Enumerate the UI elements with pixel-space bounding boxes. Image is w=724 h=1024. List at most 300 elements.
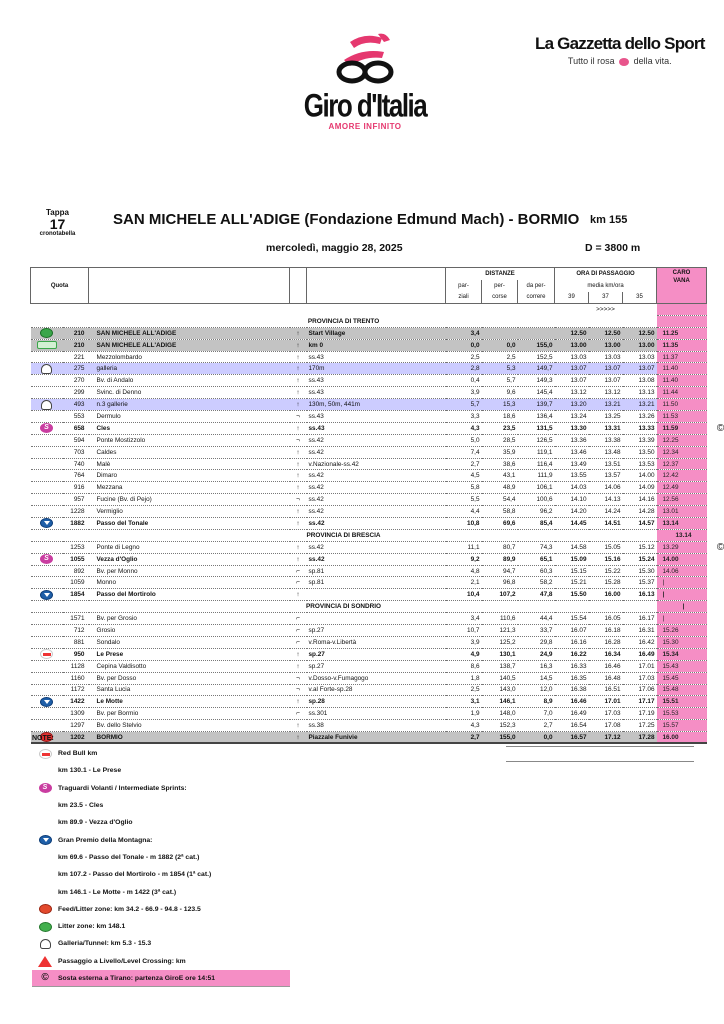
copyright-stop-marker [707,708,724,720]
location-name: Sondalo [89,636,290,648]
stage-label: Tappa [46,208,69,217]
road-name: v.Nazionale-ss.42 [307,458,446,470]
direction-arrow: ↑ [290,399,307,411]
time-35kmh: 17.17 [623,696,657,708]
copyright-stop-marker [707,387,724,399]
time-35kmh: 13.39 [623,434,657,446]
altitude: 1059 [63,577,89,589]
time-35kmh: 17.03 [623,672,657,684]
distance-covered [482,327,518,339]
distance-partial: 4,4 [446,506,482,518]
distance-partial: 4,3 [446,720,482,732]
road-name: ss.38 [307,720,446,732]
carovana-time: 12.37 [657,458,707,470]
carovana-time: 16.00 [657,732,707,744]
altitude: 950 [63,648,89,660]
time-37kmh: 15.05 [589,541,623,553]
note-icon-wrap [32,922,58,932]
copyright-stop-marker: © [707,541,724,553]
header-carovana-2: VANA [673,278,690,284]
time-37kmh: 14.51 [589,518,623,530]
stage-date: mercoledì, maggio 28, 2025 [266,242,403,254]
time-39kmh: 16.33 [555,660,589,672]
time-39kmh: 13.07 [555,375,589,387]
table-row [31,613,724,625]
carovana-time: 12.34 [657,446,707,458]
distance-remaining: 65,1 [518,553,555,565]
altitude: 1172 [63,684,89,696]
distance-remaining: 33,7 [518,625,555,637]
header-quota: Quota [31,268,89,304]
time-35kmh: 14.16 [623,494,657,506]
time-37kmh: 15.28 [589,577,623,589]
road-name [307,613,446,625]
tunnel-icon [40,939,51,949]
table-row [31,672,724,684]
distance-partial: 1,9 [446,708,482,720]
altitude: 210 [63,339,89,351]
table-row [31,399,724,411]
direction-arrow: ¬ [290,672,307,684]
time-39kmh: 15.15 [555,565,589,577]
copyright-stop-marker [707,660,724,672]
road-name: 170m [307,363,446,375]
note-text: Gran Premio della Montagna: [58,836,153,844]
distance-partial: 2,7 [446,458,482,470]
copyright-stop-marker [707,399,724,411]
copyright-stop-marker [707,506,724,518]
road-name: ss.42 [307,482,446,494]
giro-logo-name: Giro d'Italia [303,86,427,124]
note-icon-wrap [32,904,58,914]
note-item [32,814,290,831]
header-distanze: DISTANZE [446,268,555,280]
location-name: Le Motte [89,696,290,708]
time-39kmh: 15.50 [555,589,589,601]
carovana-time: 13.01 [657,506,707,518]
time-37kmh: 17.12 [589,732,623,744]
road-name [307,589,446,601]
row-icon-cell [31,363,63,375]
signature-line [506,746,694,747]
distance-covered: 110,6 [482,613,518,625]
province-row [31,529,724,541]
distance-covered: 9,6 [482,387,518,399]
copyright-stop-marker [707,636,724,648]
row-icon-cell [31,565,63,577]
copyright-stop-marker [707,458,724,470]
carovana-time: 15.51 [657,696,707,708]
distance-remaining: 96,2 [518,506,555,518]
copyright-stop-marker [707,613,724,625]
copyright-stop-marker [707,482,724,494]
time-35kmh: 15.30 [623,565,657,577]
distance-remaining: 29,8 [518,636,555,648]
time-37kmh: 16.48 [589,672,623,684]
carovana-time [657,315,707,327]
time-37kmh: 17.01 [589,696,623,708]
copyright-stop-marker [707,648,724,660]
header-spacer [707,268,724,304]
distance-partial: 2,8 [446,363,482,375]
time-39kmh: 13.36 [555,434,589,446]
tunnel-icon [41,364,52,374]
time-35kmh: 16.17 [623,613,657,625]
location-name: Monno [89,577,290,589]
carovana-time: 14.00 [657,553,707,565]
direction-arrow: ↑ [290,351,307,363]
altitude: 764 [63,470,89,482]
road-name: ss.42 [307,446,446,458]
time-39kmh: 13.12 [555,387,589,399]
carovana-time: 15.48 [657,684,707,696]
spacer [707,304,724,316]
road-name: ss.42 [307,494,446,506]
time-35kmh: 13.00 [623,339,657,351]
distance-partial: 3,3 [446,411,482,423]
distance-remaining: 85,4 [518,518,555,530]
time-37kmh: 14.24 [589,506,623,518]
time-39kmh: 13.03 [555,351,589,363]
header-speed-39: 39 [555,292,589,304]
distance-partial: 0,0 [446,339,482,351]
note-icon-wrap [32,835,58,845]
distance-covered: 23,5 [482,422,518,434]
time-35kmh: 17.19 [623,708,657,720]
gazzetta-tagline-pre: Tutto il rosa [567,56,615,66]
road-name: ss.43 [307,411,446,423]
distance-partial: 10,4 [446,589,482,601]
distance-remaining: 149,7 [518,363,555,375]
time-37kmh: 13.51 [589,458,623,470]
altitude: 1202 [63,732,89,744]
carovana-time: 11.50 [657,399,707,411]
location-name: Bv. per Monno [89,565,290,577]
altitude: 1253 [63,541,89,553]
header-speed-35: 35 [623,292,657,304]
direction-arrow: ↑ [290,541,307,553]
table-row [31,506,724,518]
distance-remaining: 149,3 [518,375,555,387]
altitude: 553 [63,411,89,423]
copyright-stop-marker [707,577,724,589]
distance-remaining: 44,4 [518,613,555,625]
distance-remaining: 119,1 [518,446,555,458]
note-icon-wrap [32,783,58,793]
carovana-time: 15.45 [657,672,707,684]
direction-arrow: ↑ [290,589,307,601]
time-37kmh: 16.00 [589,589,623,601]
location-name: Ponte Mostizzolo [89,434,290,446]
direction-arrow: ¬ [290,684,307,696]
altitude: 1160 [63,672,89,684]
gazzetta-tagline [535,56,705,66]
time-39kmh: 14.10 [555,494,589,506]
copyright-stop-marker [707,518,724,530]
copyright-stop-marker [707,565,724,577]
row-icon-cell [31,422,63,434]
carovana-time: 12.49 [657,482,707,494]
province-row [31,601,724,613]
altitude: 957 [63,494,89,506]
distance-remaining: 60,3 [518,565,555,577]
copyright-stop-marker [707,327,724,339]
time-37kmh: 13.31 [589,422,623,434]
table-row [31,720,724,732]
distance-partial: 2,1 [446,577,482,589]
direction-arrow: ↑ [290,387,307,399]
distance-covered: 143,0 [482,684,518,696]
distance-covered: 5,7 [482,375,518,387]
time-35kmh: 13.13 [623,387,657,399]
time-39kmh: 14.20 [555,506,589,518]
direction-arrow: ↑ [290,482,307,494]
copyright-stop-marker: © [707,422,724,434]
table-row [31,553,724,565]
road-name: sp.27 [307,660,446,672]
stage-number: 17 [49,216,66,232]
altitude: 210 [63,327,89,339]
altitude: 1309 [63,708,89,720]
note-icon-wrap [32,956,58,967]
distance-covered: 155,0 [482,732,518,744]
cyclist-logo-icon [320,30,410,85]
direction-arrow: ↑ [290,339,307,351]
note-text: Passaggio a Livello/Level Crossing: km [58,957,186,965]
direction-arrow: ↑ [290,327,307,339]
table-row [31,696,724,708]
location-name: Bv. di Andalo [89,375,290,387]
timetable-header [31,268,724,304]
carovana-time: 15.30 [657,636,707,648]
row-icon-cell [31,494,63,506]
direction-arrow: ↑ [290,470,307,482]
time-35kmh: 13.21 [623,399,657,411]
road-name: ss.43 [307,422,446,434]
row-icon-cell [31,399,63,411]
copyright-stop-marker [707,553,724,565]
carovana-time: 15.53 [657,708,707,720]
distance-covered: 54,4 [482,494,518,506]
note-item [32,866,290,883]
table-row [31,434,724,446]
table-row [31,565,724,577]
table-row [31,660,724,672]
carovana-time: 12.42 [657,470,707,482]
distance-remaining: 111,9 [518,470,555,482]
header-direction [290,268,307,304]
stage-distance: km 155 [590,214,628,226]
location-name: Svinc. di Denno [89,387,290,399]
header-road [307,268,446,304]
row-icon-cell [31,327,63,339]
time-35kmh: 13.08 [623,375,657,387]
distance-covered: 5,3 [482,363,518,375]
location-name: SAN MICHELE ALL'ADIGE [89,327,290,339]
time-37kmh: 16.18 [589,625,623,637]
carovana-cell [657,304,707,316]
province-label: PROVINCIA DI TRENTO [31,315,657,327]
time-37kmh: 16.28 [589,636,623,648]
direction-arrow: ↑ [290,422,307,434]
carovana-time: | [657,577,707,589]
table-row [31,446,724,458]
direction-arrow: ↑ [290,553,307,565]
header-carovana [657,268,707,304]
time-37kmh: 16.51 [589,684,623,696]
province-row [31,315,724,327]
time-35kmh: 17.06 [623,684,657,696]
road-name: km 0 [307,339,446,351]
time-37kmh: 16.34 [589,648,623,660]
header-location [89,268,290,304]
time-39kmh: 16.46 [555,696,589,708]
redbull-icon [39,749,52,759]
time-39kmh: 13.55 [555,470,589,482]
header-speed-37: 37 [589,292,623,304]
stage-title: SAN MICHELE ALL'ADIGE (Fondazione Edmund Mach) - BORMIO [113,211,580,228]
header-parziali-1: par- [446,280,482,292]
carovana-time: 11.25 [657,327,707,339]
table-row [31,363,724,375]
altitude: 916 [63,482,89,494]
carovana-time: 13.14 [657,529,707,541]
time-39kmh: 14.58 [555,541,589,553]
time-39kmh: 13.00 [555,339,589,351]
location-name: Ponte di Legno [89,541,290,553]
distance-remaining: 152,5 [518,351,555,363]
distance-remaining: 12,0 [518,684,555,696]
row-icon-cell [31,446,63,458]
direction-arrow: ↑ [290,446,307,458]
gpm-icon [40,518,53,528]
time-35kmh: 14.57 [623,518,657,530]
province-label: PROVINCIA DI BRESCIA [31,529,657,541]
carovana-time: 11.40 [657,375,707,387]
table-row [31,636,724,648]
note-item [32,901,290,918]
table-row [31,541,724,553]
location-name: Cles [89,422,290,434]
header-ora-passaggio: ORA DI PASSAGGIO [555,268,657,280]
time-37kmh: 14.13 [589,494,623,506]
row-icon-cell [31,387,63,399]
carovana-time: | [657,601,707,613]
distance-partial: 9,2 [446,553,482,565]
row-icon-cell [31,672,63,684]
note-item [32,780,290,797]
time-35kmh: 13.50 [623,446,657,458]
time-39kmh: 15.54 [555,613,589,625]
table-row [31,351,724,363]
time-37kmh: 16.46 [589,660,623,672]
location-name: Fucine (Bv. di Pejo) [89,494,290,506]
direction-arrow: ⌐ [290,565,307,577]
time-35kmh: 17.25 [623,720,657,732]
time-37kmh: 14.06 [589,482,623,494]
location-name: Le Prese [89,648,290,660]
altitude: 881 [63,636,89,648]
distance-partial: 4,8 [446,565,482,577]
copyright-stop-marker [707,732,724,744]
carovana-time: 13.29 [657,541,707,553]
distance-covered: 80,7 [482,541,518,553]
table-row [31,375,724,387]
distance-partial: 4,5 [446,470,482,482]
copyright-stop-marker [707,434,724,446]
note-icon-wrap [32,749,58,759]
time-35kmh: 13.33 [623,422,657,434]
time-39kmh: 16.54 [555,720,589,732]
distance-partial: 5,0 [446,434,482,446]
row-icon-cell [31,458,63,470]
note-item [32,935,290,952]
copyright-stop-marker [707,494,724,506]
road-name: sp.27 [307,648,446,660]
note-text: Sosta esterna a Tirano: partenza GiroE ore 14:51 [58,974,216,982]
table-row [31,411,724,423]
km0-icon [37,341,57,349]
location-name: Bv. per Bormio [89,708,290,720]
altitude: 740 [63,458,89,470]
direction-arrow: ¬ [290,411,307,423]
direction-arrow: ↑ [290,375,307,387]
gpm-icon [40,697,53,707]
distance-partial: 7,4 [446,446,482,458]
time-37kmh: 17.08 [589,720,623,732]
distance-partial: 3,9 [446,636,482,648]
distance-remaining: 7,0 [518,708,555,720]
row-icon-cell [31,339,63,351]
copyright-stop-marker [707,684,724,696]
carovana-time: 15.57 [657,720,707,732]
location-name: Dermulo [89,411,290,423]
direction-arrow: ↑ [290,696,307,708]
distance-remaining: 24,9 [518,648,555,660]
copyright-stop-icon: © [41,972,49,983]
gazzetta-logo [535,34,705,66]
distance-partial: 5,5 [446,494,482,506]
carovana-time: | [657,613,707,625]
road-name: v.al Forte-sp.28 [307,684,446,696]
distance-partial: 3,4 [446,613,482,625]
road-name: sp.81 [307,577,446,589]
row-icon-cell [31,660,63,672]
road-name: ss.43 [307,351,446,363]
time-35kmh: 16.42 [623,636,657,648]
carovana-time: | [657,589,707,601]
table-row [31,708,724,720]
table-row [31,625,724,637]
row-icon-cell [31,375,63,387]
distance-partial: 2,5 [446,684,482,696]
time-35kmh: 17.01 [623,660,657,672]
direction-arrow: ↑ [290,458,307,470]
time-39kmh: 16.57 [555,732,589,744]
note-text: Traguardi Volanti / Intermediate Sprints: [58,784,187,792]
road-name: ss.43 [307,387,446,399]
road-name: ss.301 [307,708,446,720]
time-35kmh: 14.09 [623,482,657,494]
row-icon-cell [31,613,63,625]
note-item [32,762,290,779]
distance-covered: 130,1 [482,648,518,660]
time-37kmh: 15.16 [589,553,623,565]
row-icon-cell [31,625,63,637]
time-37kmh: 13.07 [589,363,623,375]
distance-covered: 146,1 [482,696,518,708]
altitude: 1055 [63,553,89,565]
